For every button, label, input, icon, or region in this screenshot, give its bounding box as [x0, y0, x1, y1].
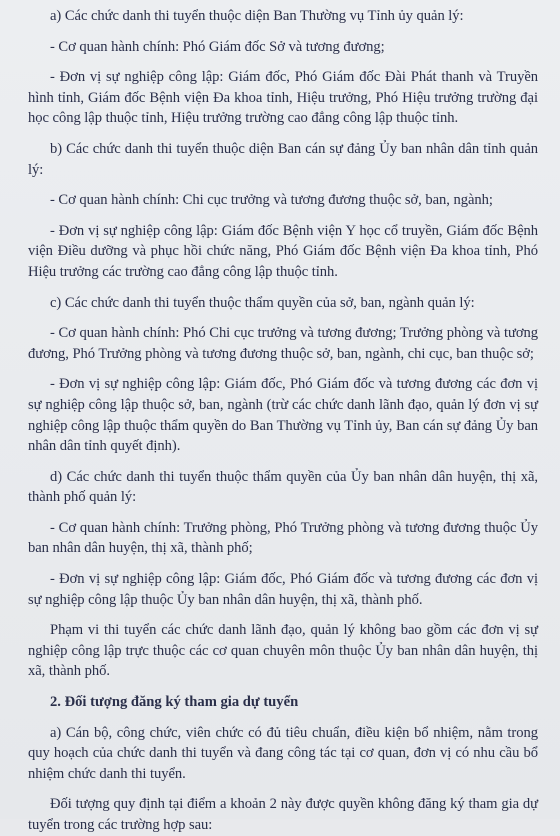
- paragraph-scope: Phạm vi thi tuyển các chức danh lãnh đạo, quản lý không bao gồm các đơn vị sự nghiệp công lập trực thuộc các cơ quan chuyên môn thuộc Ủy ban nhân dân huyện, thị xã, thành phố.: [28, 622, 538, 680]
- paragraph-c-admin: - Cơ quan hành chính: Phó Chi cục trưởng và tương đương; Trưởng phòng và tương đương, Phó Trưởng phòng và tương đương thuộc sở, ban, ngành, chi cục, ban thuộc sở;: [28, 325, 538, 362]
- paragraph-d: d) Các chức danh thi tuyển thuộc thẩm quyền của Ủy ban nhân dân huyện, thị xã, thành phố quản lý:: [28, 468, 538, 506]
- paragraph-b-public-units: - Đơn vị sự nghiệp công lập: Giám đốc Bệnh viện Y học cổ truyền, Giám đốc Bệnh viện Điều dưỡng và phục hồi chức năng, Phó Giám đốc Bệnh viện Đa khoa tỉnh, Phó Hiệu trưởng các trường cao đẳng công lập thuộc tỉnh.: [28, 222, 538, 280]
- paragraph-c-public-units: - Đơn vị sự nghiệp công lập: Giám đốc, Phó Giám đốc và tương đương các đơn vị sự nghiệp công lập thuộc sở, ban, ngành (trừ các chức danh lãnh đạo, quản lý đơn vị sự nghiệp công lập thuộc thẩm quyền do Ban Thường vụ Tỉnh ủy, Ban cán sự đảng Ủy ban nhân dân tỉnh quyết định).: [28, 376, 538, 455]
- section-heading: 2. Đối tượng đăng ký tham gia dự tuyển: [50, 694, 299, 711]
- paragraph-a-admin: - Cơ quan hành chính: Phó Giám đốc Sở và tương đương;: [50, 38, 385, 55]
- paragraph-d-admin: - Cơ quan hành chính: Trưởng phòng, Phó Trưởng phòng và tương đương thuộc Ủy ban nhân dân huyện, thị xã, thành phố;: [28, 519, 538, 557]
- paragraph-2a: a) Cán bộ, công chức, viên chức có đủ tiêu chuẩn, điều kiện bổ nhiệm, nằm trong quy hoạch của chức danh thi tuyển và đang công tác tại cơ quan, đơn vị có nhu cầu bổ nhiệm chức danh thi tuyển.: [28, 724, 538, 782]
- paragraph-2a-exception: Đối tượng quy định tại điểm a khoản 2 này được quyền không đăng ký tham gia dự tuyển trong các trường hợp sau:: [28, 796, 538, 833]
- paragraph-a: a) Các chức danh thi tuyển thuộc diện Ban Thường vụ Tỉnh ủy quản lý:: [50, 8, 464, 24]
- paragraph-d-public-units: - Đơn vị sự nghiệp công lập: Giám đốc, Phó Giám đốc và tương đương các đơn vị sự nghiệp công lập thuộc Ủy ban nhân dân huyện, thị xã, thành phố.: [28, 571, 538, 608]
- paragraph-b: b) Các chức danh thi tuyển thuộc diện Ban cán sự đảng Ủy ban nhân dân tỉnh quản lý:: [28, 140, 538, 178]
- paragraph-c: c) Các chức danh thi tuyển thuộc thẩm quyền của sở, ban, ngành quản lý:: [50, 294, 475, 311]
- paragraph-b-admin: - Cơ quan hành chính: Chi cục trưởng và tương đương thuộc sở, ban, ngành;: [50, 192, 493, 209]
- paragraph-a-public-units: - Đơn vị sự nghiệp công lập: Giám đốc, Phó Giám đốc Đài Phát thanh và Truyền hình tỉnh, Giám đốc Bệnh viện Đa khoa tỉnh, Hiệu trưởng, Phó Hiệu trưởng trường đại học công lập thuộc tỉnh, Hiệu trưởng trường cao đẳng công lập thuộc tỉnh.: [28, 69, 538, 127]
